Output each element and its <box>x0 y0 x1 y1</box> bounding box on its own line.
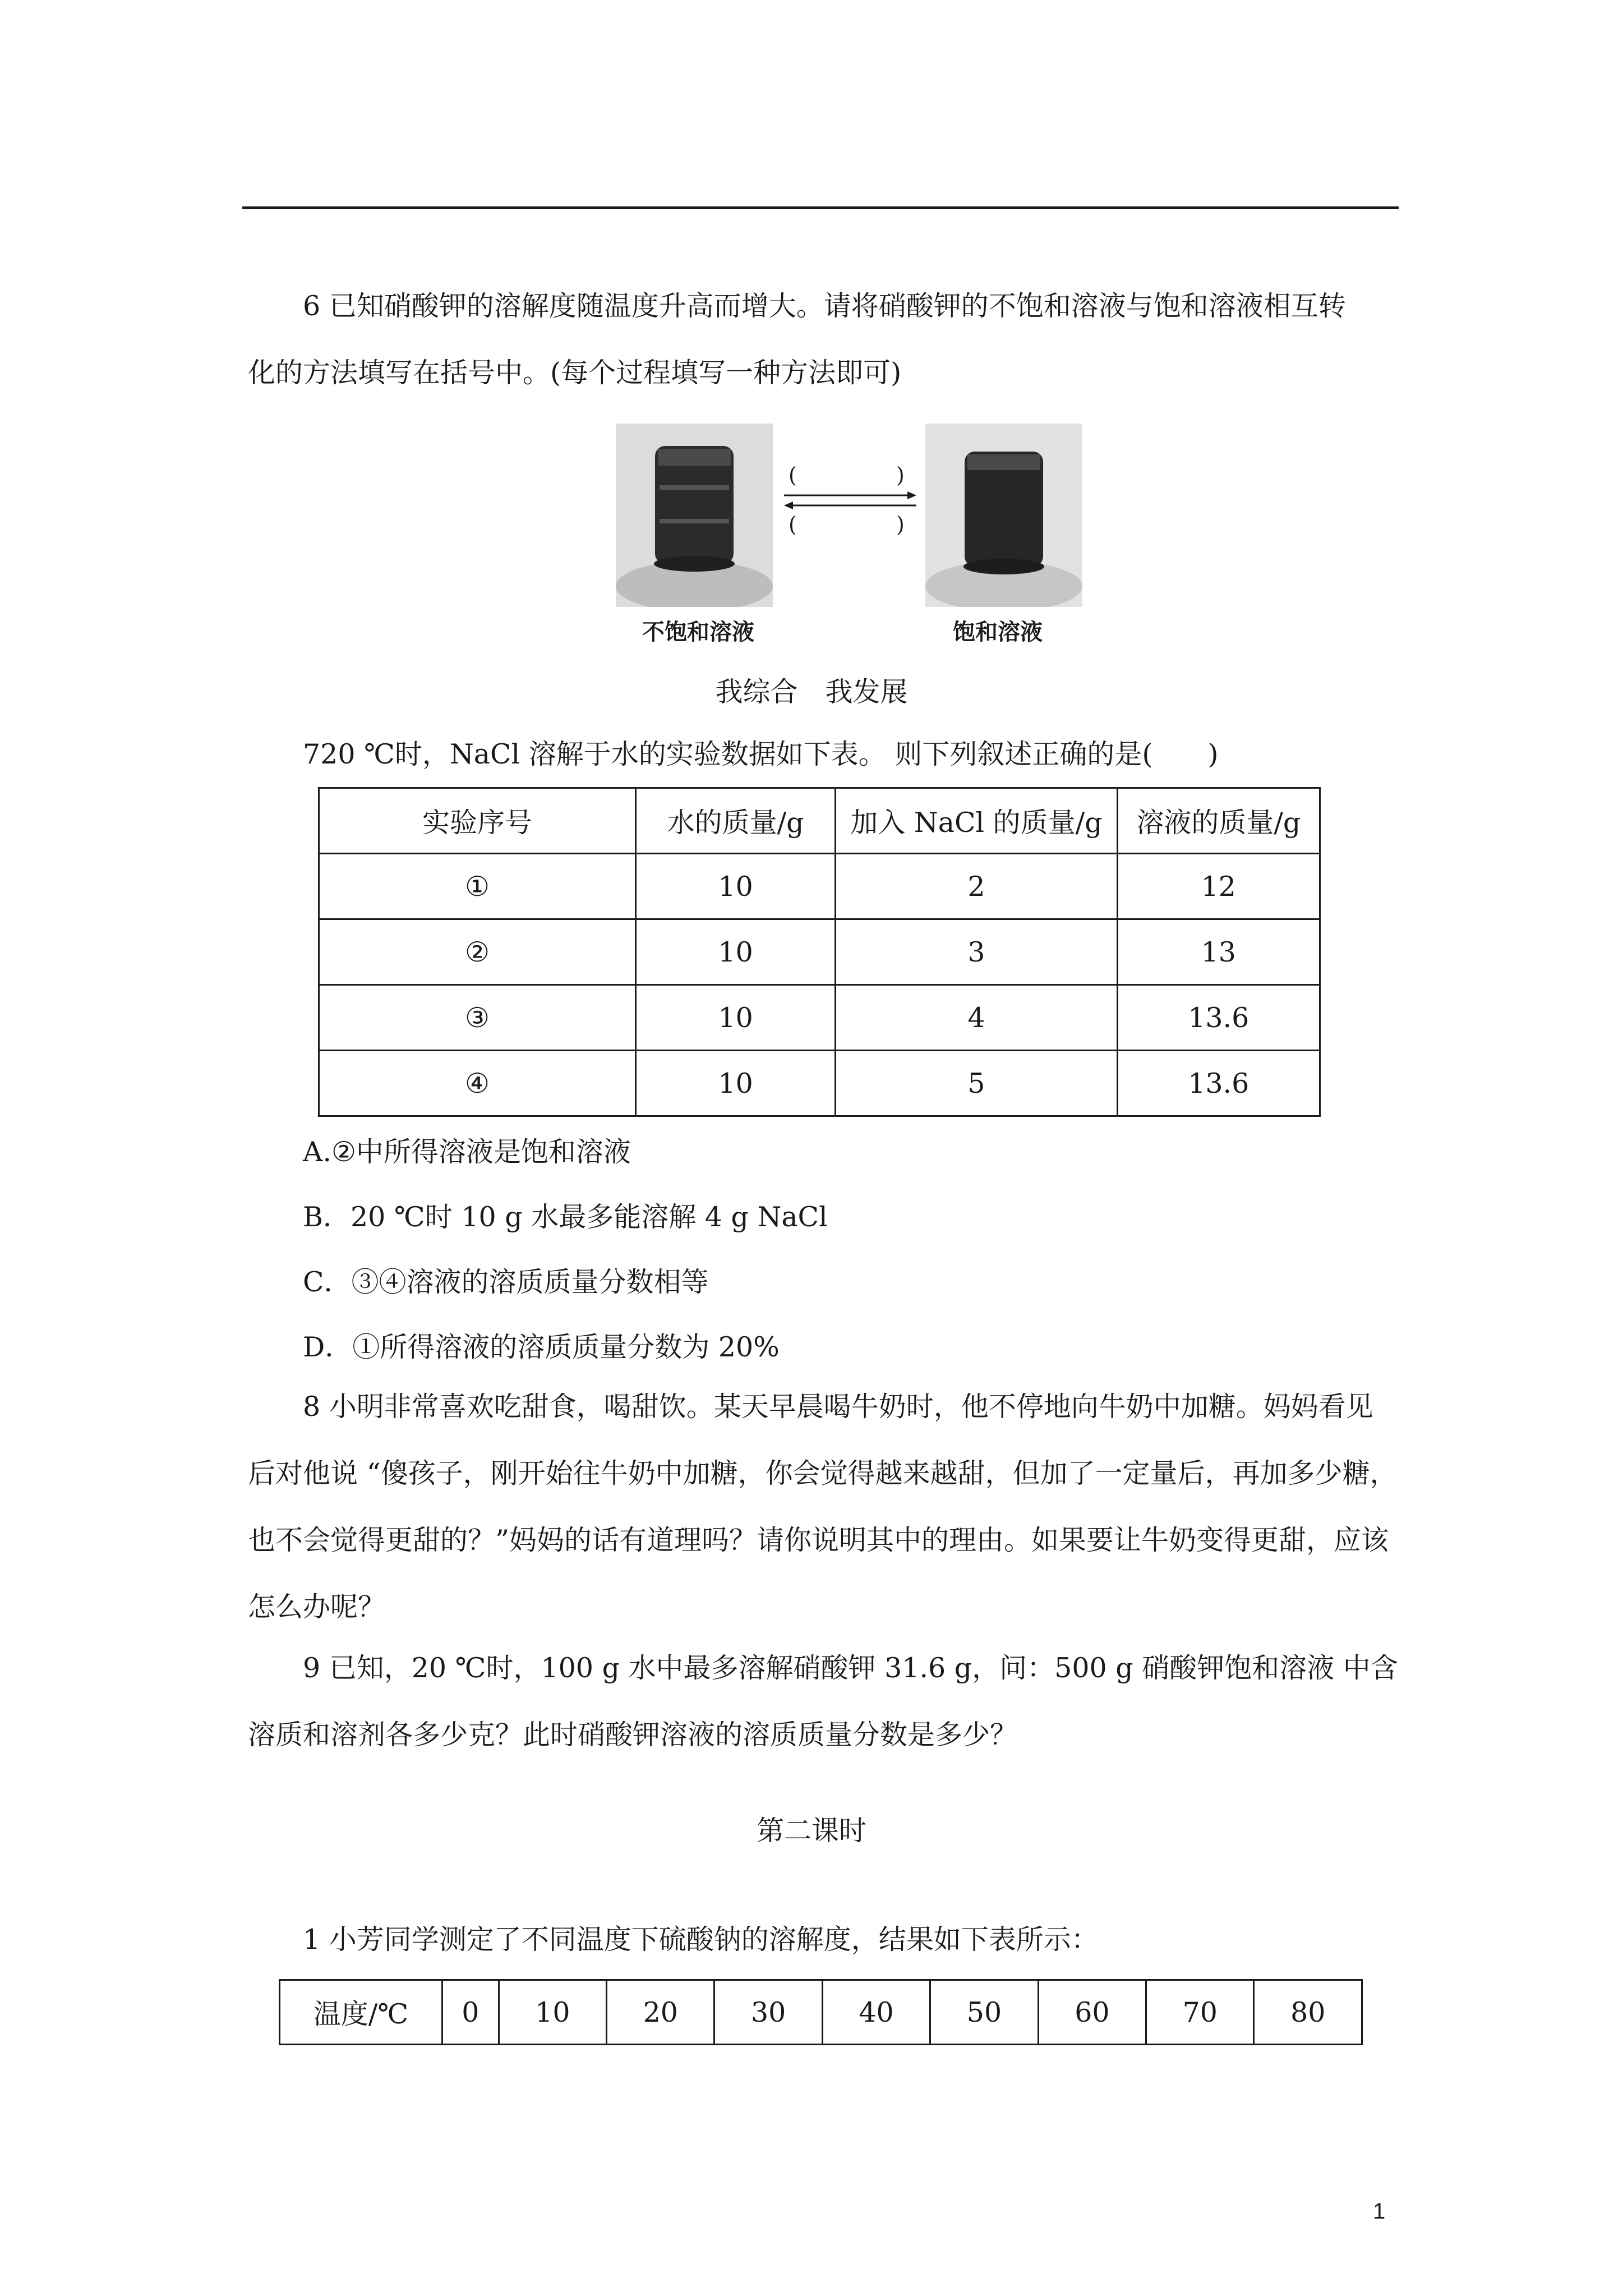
q7-option-b: B．20 ℃时 10 g 水最多能溶解 4 g NaCl <box>303 1201 828 1233</box>
table-cell: 0 <box>442 1980 499 2045</box>
table-row <box>319 919 1320 985</box>
table-cell: 10 <box>635 1051 835 1116</box>
saturation-diagram <box>616 424 1082 648</box>
forward-paren-close: ) <box>896 463 905 487</box>
table-row <box>319 985 1320 1051</box>
q1-stem: 1 小芳同学测定了不同温度下硫酸钠的溶解度，结果如下表所示： <box>303 1924 1099 1955</box>
reversible-arrows <box>783 490 917 512</box>
q8-text: 8 小明非常喜欢吃甜食，喝甜饮。某天早晨喝牛奶时，他不停地向牛奶中加糖。妈妈看见后对他说 “傻孩子，刚开始往牛奶中加糖，你会觉得越来越甜，但加了一定量后，再加多少糖，也不会觉得更甜的？”妈妈的话有道理吗？请你说明其中的理由。如果要让牛奶变得更甜，应该怎么办呢？ <box>248 1391 1398 1623</box>
table-row <box>280 1980 1362 2045</box>
table-cell: 10 <box>635 985 835 1051</box>
saturated-beaker-photo <box>925 424 1082 607</box>
reverse-paren-close: ) <box>896 512 905 537</box>
table-cell: 50 <box>930 1980 1038 2045</box>
table-cell: 5 <box>836 1051 1117 1116</box>
lesson2-heading: 第二课时 <box>756 1815 866 1847</box>
unsaturated-beaker-photo <box>616 424 773 607</box>
table-cell: 12 <box>1117 854 1320 919</box>
table-row <box>319 1051 1320 1116</box>
table-cell: 60 <box>1038 1980 1146 2045</box>
table-cell: ④ <box>319 1051 636 1116</box>
header-rule <box>242 206 1399 209</box>
table-cell: 2 <box>836 854 1117 919</box>
table-cell: 70 <box>1146 1980 1254 2045</box>
table-header-cell: 温度/℃ <box>280 1980 442 2045</box>
table-cell: 30 <box>714 1980 822 2045</box>
table-cell: 10 <box>635 919 835 985</box>
table-header-cell: 水的质量/g <box>635 788 835 854</box>
table-header-cell: 加入 NaCl 的质量/g <box>836 788 1117 854</box>
table-header-cell: 实验序号 <box>319 788 636 854</box>
forward-paren-open: ( <box>789 463 797 487</box>
q7-option-a: A.②中所得溶液是饱和溶液 <box>303 1136 631 1168</box>
sodium-sulfate-solubility-table <box>279 1979 1363 2045</box>
unsaturated-label: 不饱和溶液 <box>642 619 754 645</box>
table-cell: 10 <box>635 854 835 919</box>
q9-text: 9 已知，20 ℃时，100 g 水中最多溶解硝酸钾 31.6 g，问：500 g 硝酸钾饱和溶液 中含溶质和溶剂各多少克？此时硝酸钾溶液的溶质质量分数是多少？ <box>248 1652 1398 1751</box>
table-cell: 10 <box>499 1980 606 2045</box>
table-row <box>319 854 1320 919</box>
table-header-row <box>319 788 1320 854</box>
table-cell: 80 <box>1254 1980 1362 2045</box>
table-cell: 4 <box>836 985 1117 1051</box>
q7-option-d: D．①所得溶液的溶质质量分数为 20% <box>303 1331 780 1363</box>
table-cell: 40 <box>822 1980 930 2045</box>
table-cell: 13 <box>1117 919 1320 985</box>
reverse-paren-open: ( <box>789 512 797 537</box>
table-cell: 13.6 <box>1117 985 1320 1051</box>
table-cell: 3 <box>836 919 1117 985</box>
table-cell: ③ <box>319 985 636 1051</box>
nacl-data-table <box>318 787 1321 1117</box>
q7-stem: 720 ℃时，NaCl 溶解于水的实验数据如下表。 则下列叙述正确的是( ) <box>303 738 1219 770</box>
section-heading: 我综合 我发展 <box>715 676 908 708</box>
table-cell: ① <box>319 854 636 919</box>
page-number: 1 <box>1373 2199 1386 2224</box>
table-cell: 20 <box>607 1980 714 2045</box>
table-header-cell: 溶液的质量/g <box>1117 788 1320 854</box>
q6-line1: 6 已知硝酸钾的溶解度随温度升高而增大。请将硝酸钾的不饱和溶液与饱和溶液相互转 <box>303 290 1346 322</box>
q6-line2: 化的方法填写在括号中。(每个过程填写一种方法即可) <box>248 357 902 389</box>
table-cell: ② <box>319 919 636 985</box>
table-cell: 13.6 <box>1117 1051 1320 1116</box>
q7-option-c: C．③④溶液的溶质质量分数相等 <box>303 1266 709 1298</box>
saturated-label: 饱和溶液 <box>953 619 1043 645</box>
